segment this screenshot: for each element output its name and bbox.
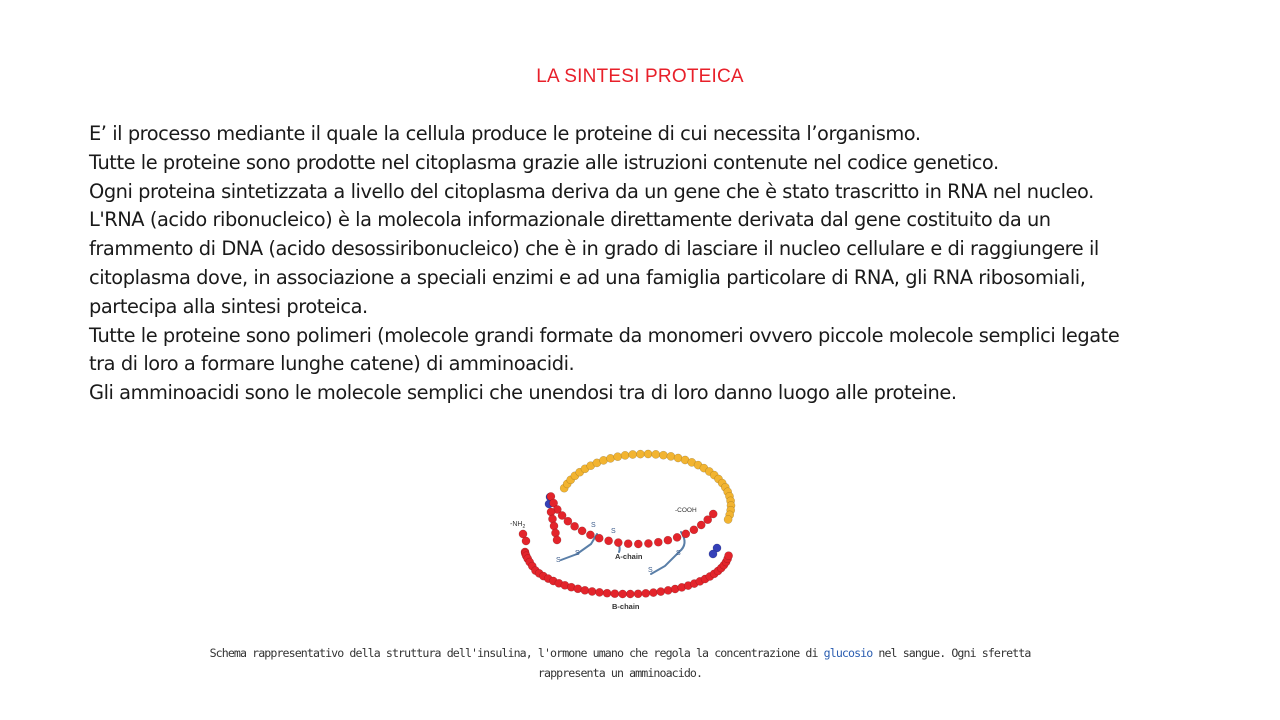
amino-acid-bead (603, 589, 611, 597)
body-line: citoplasma dove, in associazione a speciali enzimi e ad una famiglia particolare di RNA, gli RNA ribosomiali, (89, 265, 1086, 289)
amino-acid-bead (636, 450, 644, 458)
insulin-structure-diagram (505, 444, 745, 616)
body-line: Gli amminoacidi sono le molecole semplici che unendosi tra di loro danno luogo alle proteine. (89, 381, 957, 405)
amino-acid-bead (605, 537, 613, 545)
slide-title: LA SINTESI PROTEICA (536, 66, 744, 87)
amino-acid-bead (673, 533, 681, 541)
amino-acid-bead (578, 527, 586, 535)
amino-acid-bead (564, 517, 572, 525)
glucosio-link[interactable]: glucosio (823, 646, 873, 660)
amino-acid-bead (697, 521, 705, 529)
amino-acid-bead (649, 589, 657, 597)
amino-acid-bead (654, 538, 662, 546)
amino-acid-bead (522, 537, 530, 545)
amino-acid-bead (611, 590, 619, 598)
amino-acid-bead (644, 450, 652, 458)
amino-acid-bead (586, 531, 594, 539)
amino-acid-bead (725, 552, 733, 560)
amino-acid-bead (621, 451, 629, 459)
amino-acid-bead (634, 590, 642, 598)
amino-acid-bead (551, 529, 559, 537)
body-line: Ogni proteina sintetizzata a livello del citoplasma deriva da un gene che è stato trascritto in RNA nel nucleo. (89, 179, 1094, 203)
sulfur-label: S (556, 557, 561, 564)
amino-acid-bead (634, 540, 642, 548)
sulfur-label: S (676, 550, 681, 557)
sulfur-label: S (575, 550, 580, 557)
nh2-label: $-NH_2$ (510, 521, 526, 530)
body-line: Tutte le proteine sono polimeri (molecole grandi formate da monomeri ovvero piccole molecole semplici legate (89, 323, 1120, 347)
caption-text: nel sangue. Ogni sferetta (872, 646, 1031, 660)
amino-acid-bead (642, 589, 650, 597)
amino-acid-bead (682, 530, 690, 538)
amino-acid-bead (626, 590, 634, 598)
amino-acid-bead (690, 526, 698, 534)
caption-line-1 (0, 643, 1240, 663)
amino-acid-bead (629, 450, 637, 458)
amino-acid-bead (664, 536, 672, 544)
body-line: E’ il processo mediante il quale la cellula produce le proteine di cui necessita l’organismo. (89, 122, 921, 145)
amino-acid-bead (548, 515, 556, 523)
amino-acid-bead (574, 585, 582, 593)
amino-acid-bead (606, 454, 614, 462)
amino-acid-bead (624, 540, 632, 548)
amino-acid-bead (553, 536, 561, 544)
sulfur-label: S (648, 567, 653, 574)
amino-acid-bead (709, 510, 717, 518)
cooh-label: -COOH (675, 507, 697, 514)
amino-acid-bead (547, 508, 555, 516)
amino-acid-bead (659, 451, 667, 459)
amino-acid-bead (550, 522, 558, 530)
b-chain-label: B-chain (612, 602, 640, 611)
amino-acid-bead (581, 586, 589, 594)
sulfur-label: S (591, 522, 596, 529)
a-chain-label: A-chain (615, 552, 643, 561)
caption-text: Schema rappresentativo della struttura dell'insulina, l'ormone umano che regola la concentrazione di (209, 646, 824, 660)
amino-acid-bead (664, 586, 672, 594)
body-line: Tutte le proteine sono prodotte nel citoplasma grazie alle istruzioni contenute nel codice genetico. (89, 150, 999, 174)
body-line: tra di loro a formare lunghe catene) di amminoacidi. (89, 352, 575, 376)
amino-acid-bead (595, 534, 603, 542)
amino-acid-bead (619, 590, 627, 598)
amino-acid-bead (652, 450, 660, 458)
caption-line-2: rappresenta un amminoacido. (537, 666, 703, 680)
amino-acid-bead (667, 452, 675, 460)
body-line: partecipa alla sintesi proteica. (89, 294, 368, 318)
figure-caption (0, 643, 1240, 683)
body-line: frammento di DNA (acido desossiribonucleico) che è in grado di lasciare il nucleo cellulare e di raggiungere il (89, 237, 1099, 261)
amino-acid-bead (614, 539, 622, 547)
sulfur-label: S (611, 528, 616, 535)
amino-acid-bead (571, 522, 579, 530)
amino-acid-bead (614, 453, 622, 461)
amino-acid-bead (724, 515, 732, 523)
body-line: L'RNA (acido ribonucleico) è la molecola informazionale direttamente derivata dal gene costituito da un (89, 208, 1051, 232)
amino-acid-bead (709, 550, 717, 558)
amino-acid-bead (644, 539, 652, 547)
amino-acid-bead (588, 587, 596, 595)
body-paragraph (89, 120, 1209, 408)
c-peptide-label: C-peptide (605, 463, 645, 473)
amino-acid-bead (657, 588, 665, 596)
amino-acid-bead (595, 588, 603, 596)
